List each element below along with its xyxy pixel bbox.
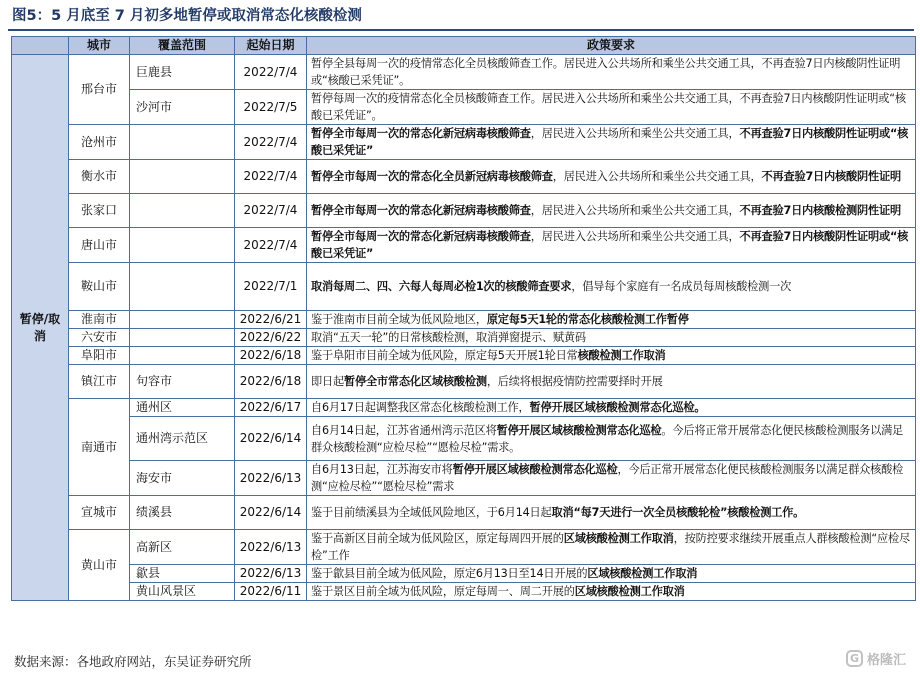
policy-emphasis: 暂停全市每周一次的常态化新冠病毒核酸筛查: [311, 230, 531, 243]
figure-title: 图5：5 月底至 7 月初多地暂停或取消常态化核酸检测: [12, 8, 362, 24]
policy-text: 鉴于目前绩溪县为全域低风险地区，于6月14日起: [311, 506, 552, 519]
date-cell: 2022/6/21: [235, 311, 307, 329]
policy-text: ，倡导每个家庭有一名成员每周核酸检测一次: [571, 280, 792, 293]
date-cell: 2022/7/5: [235, 90, 307, 125]
policy-text: ，按防控要求继续开展重点人群核酸检测“应检尽检”工作: [311, 532, 910, 562]
policy-cell: [307, 125, 916, 160]
table-row: [12, 417, 916, 461]
policy-text: 鉴于景区目前全域为低风险，原定每周一、周二开展的: [311, 585, 575, 598]
policy-emphasis: 区域核酸检测工作取消: [563, 532, 674, 545]
table-row: [12, 461, 916, 496]
city-cell: 邢台市: [69, 55, 130, 125]
header-policy: 政策要求: [307, 37, 916, 55]
policy-text: ，今后正常开展常态化便民核酸检测服务以满足群众核酸检测“应检尽检”“愿检尽检”需求: [311, 463, 904, 493]
policy-cell: [307, 583, 916, 601]
header-coverage: 覆盖范围: [130, 37, 235, 55]
header-group: [12, 37, 69, 55]
header-start-date: 起始日期: [235, 37, 307, 55]
coverage-cell: 高新区: [130, 530, 235, 565]
policy-cell: [307, 160, 916, 194]
date-cell: 2022/6/18: [235, 365, 307, 399]
city-cell: 黄山市: [69, 530, 130, 601]
policy-emphasis: 暂停全市每周一次的常态化新冠病毒核酸筛查: [311, 204, 531, 217]
policy-cell: [307, 228, 916, 263]
table-row: [12, 329, 916, 347]
city-cell: 鞍山市: [69, 263, 130, 311]
city-cell: 淮南市: [69, 311, 130, 329]
title-divider: [8, 29, 914, 31]
policy-emphasis: 暂停全市每周一次的常态化新冠病毒核酸筛查: [311, 127, 531, 140]
date-cell: 2022/6/13: [235, 565, 307, 583]
policy-text: 自6月17日起调整我区常态化核酸检测工作，: [311, 401, 530, 414]
policy-cell: [307, 263, 916, 311]
policy-cell: [307, 194, 916, 228]
policy-cell: [307, 329, 916, 347]
table-row: [12, 263, 916, 311]
policy-emphasis: 不再查验7日内核酸阴性证明或“核酸已采凭证”: [311, 230, 909, 260]
policy-emphasis: 不再查验7日内核酸阴性证明或“核酸已采凭证”: [311, 127, 909, 157]
coverage-cell: 黄山风景区: [130, 583, 235, 601]
date-cell: 2022/6/22: [235, 329, 307, 347]
date-cell: 2022/7/4: [235, 55, 307, 90]
policy-emphasis: 不再查验7日内核酸检测阴性证明: [739, 204, 901, 217]
policy-text: 暂停每周一次的疫情常态化全员核酸筛查工作。居民进入公共场所和乘坐公共交通工具，不再查验7日内核酸阴性证明或“核酸已采凭证”。: [311, 92, 906, 122]
table-row: [12, 311, 916, 329]
coverage-cell: [130, 125, 235, 160]
policy-text: 鉴于歙县目前全域为低风险，原定6月13日至14日开展的: [311, 567, 588, 580]
policy-emphasis: 暂停开展区域核酸检测常态化巡检: [496, 423, 662, 437]
coverage-cell: [130, 263, 235, 311]
policy-cell: [307, 311, 916, 329]
coverage-cell: [130, 228, 235, 263]
coverage-cell: 沙河市: [130, 90, 235, 125]
policy-emphasis: 暂停开展区域核酸检测常态化巡检。: [529, 401, 706, 414]
policy-text: 取消“五天一轮”的日常核酸检测，取消弹窗提示、赋黄码: [311, 331, 586, 344]
date-cell: 2022/6/18: [235, 347, 307, 365]
coverage-cell: 绩溪县: [130, 496, 235, 530]
policy-cell: [307, 417, 916, 461]
policy-emphasis: 取消“每7天进行一次全员核酸轮检”核酸检测工作。: [551, 506, 805, 519]
city-cell: 六安市: [69, 329, 130, 347]
policy-emphasis: 区域核酸检测工作取消: [574, 585, 685, 598]
watermark-logo-icon: G: [846, 650, 863, 667]
policy-cell: [307, 365, 916, 399]
policy-text: 即日起: [311, 375, 344, 388]
coverage-cell: 歙县: [130, 565, 235, 583]
table-row: [12, 347, 916, 365]
date-cell: 2022/7/4: [235, 125, 307, 160]
table-row: [12, 365, 916, 399]
date-cell: 2022/6/14: [235, 496, 307, 530]
date-cell: 2022/7/4: [235, 194, 307, 228]
policy-text: ，居民进入公共场所和乘坐公共交通工具，: [530, 127, 740, 140]
policy-cell: [307, 565, 916, 583]
date-cell: 2022/6/13: [235, 530, 307, 565]
coverage-cell: 通州区: [130, 399, 235, 417]
watermark-text: 格隆汇: [866, 653, 906, 668]
policy-cell: [307, 347, 916, 365]
policy-emphasis: 原定每5天1轮的常态化核酸检测工作暂停: [486, 313, 689, 326]
city-cell: 唐山市: [69, 228, 130, 263]
city-cell: 衡水市: [69, 160, 130, 194]
policy-emphasis: 取消每周二、四、六每人每周必检1次的核酸筛查要求: [311, 280, 572, 293]
table-row: [12, 228, 916, 263]
policy-table: [11, 36, 916, 601]
policy-text: 鉴于阜阳市目前全域为低风险，原定每5天开展1轮日常: [311, 349, 578, 362]
policy-text: ，居民进入公共场所和乘坐公共交通工具，: [530, 230, 740, 243]
policy-text: 。今后将正常开展常态化便民核酸检测服务以满足群众核酸检测“应检尽检”“愿检尽检”需求。: [311, 423, 904, 454]
policy-text: 暂停全县每周一次的疫情常态化全员核酸筛查工作。居民进入公共场所和乘坐公共交通工具，不再查验7日内核酸阴性证明或“核酸已采凭证”。: [311, 57, 901, 87]
policy-cell: [307, 399, 916, 417]
header-city: 城市: [69, 37, 130, 55]
policy-text: 自6月14日起，江苏省通州湾示范区将: [311, 423, 497, 437]
coverage-cell: 海安市: [130, 461, 235, 496]
date-cell: 2022/6/11: [235, 583, 307, 601]
coverage-cell: 通州湾示范区: [130, 417, 235, 461]
table-row: [12, 496, 916, 530]
date-cell: 2022/7/1: [235, 263, 307, 311]
policy-cell: [307, 90, 916, 125]
date-cell: 2022/7/4: [235, 228, 307, 263]
source-note: 数据来源：各地政府网站，东吴证券研究所: [14, 654, 252, 669]
policy-emphasis: 暂停开展区域核酸检测常态化巡检: [452, 463, 618, 476]
table-row: [12, 125, 916, 160]
city-cell: 镇江市: [69, 365, 130, 399]
table-row: [12, 399, 916, 417]
policy-text: ，居民进入公共场所和乘坐公共交通工具，: [530, 204, 740, 217]
coverage-cell: [130, 347, 235, 365]
table-row: [12, 160, 916, 194]
table-row: [12, 90, 916, 125]
policy-emphasis: 不再查验7日内核酸阴性证明: [761, 170, 901, 183]
watermark: [846, 649, 906, 668]
coverage-cell: [130, 160, 235, 194]
coverage-cell: [130, 311, 235, 329]
policy-emphasis: 区域核酸检测工作取消: [587, 567, 698, 580]
city-cell: 阜阳市: [69, 347, 130, 365]
date-cell: 2022/6/13: [235, 461, 307, 496]
policy-text: 自6月13日起，江苏海安市将: [311, 463, 453, 476]
city-cell: 沧州市: [69, 125, 130, 160]
table-row: [12, 55, 916, 90]
date-cell: 2022/7/4: [235, 160, 307, 194]
table-header-row: [12, 37, 916, 55]
coverage-cell: 句容市: [130, 365, 235, 399]
coverage-cell: [130, 194, 235, 228]
group-label: 暂停/取消: [12, 55, 69, 601]
policy-cell: [307, 461, 916, 496]
policy-emphasis: 核酸检测工作取消: [577, 349, 666, 362]
policy-text: ，后续将根据疫情防控需要择时开展: [486, 375, 663, 388]
policy-emphasis: 暂停全市常态化区域核酸检测: [343, 375, 487, 388]
policy-cell: [307, 55, 916, 90]
table-row: [12, 583, 916, 601]
policy-emphasis: 暂停全市每周一次的常态化全员新冠病毒核酸筛查: [311, 170, 553, 183]
table-row: [12, 565, 916, 583]
policy-text: ，居民进入公共场所和乘坐公共交通工具，: [552, 170, 762, 183]
date-cell: 2022/6/17: [235, 399, 307, 417]
coverage-cell: 巨鹿县: [130, 55, 235, 90]
policy-cell: [307, 530, 916, 565]
policy-text: 鉴于高新区目前全域为低风险区，原定每周四开展的: [311, 532, 564, 545]
table-row: [12, 530, 916, 565]
table-row: [12, 194, 916, 228]
city-cell: 张家口: [69, 194, 130, 228]
city-cell: 宣城市: [69, 496, 130, 530]
city-cell: 南通市: [69, 399, 130, 496]
coverage-cell: [130, 329, 235, 347]
date-cell: 2022/6/14: [235, 417, 307, 461]
policy-cell: [307, 496, 916, 530]
policy-text: 鉴于淮南市目前全域为低风险地区，: [311, 313, 487, 326]
